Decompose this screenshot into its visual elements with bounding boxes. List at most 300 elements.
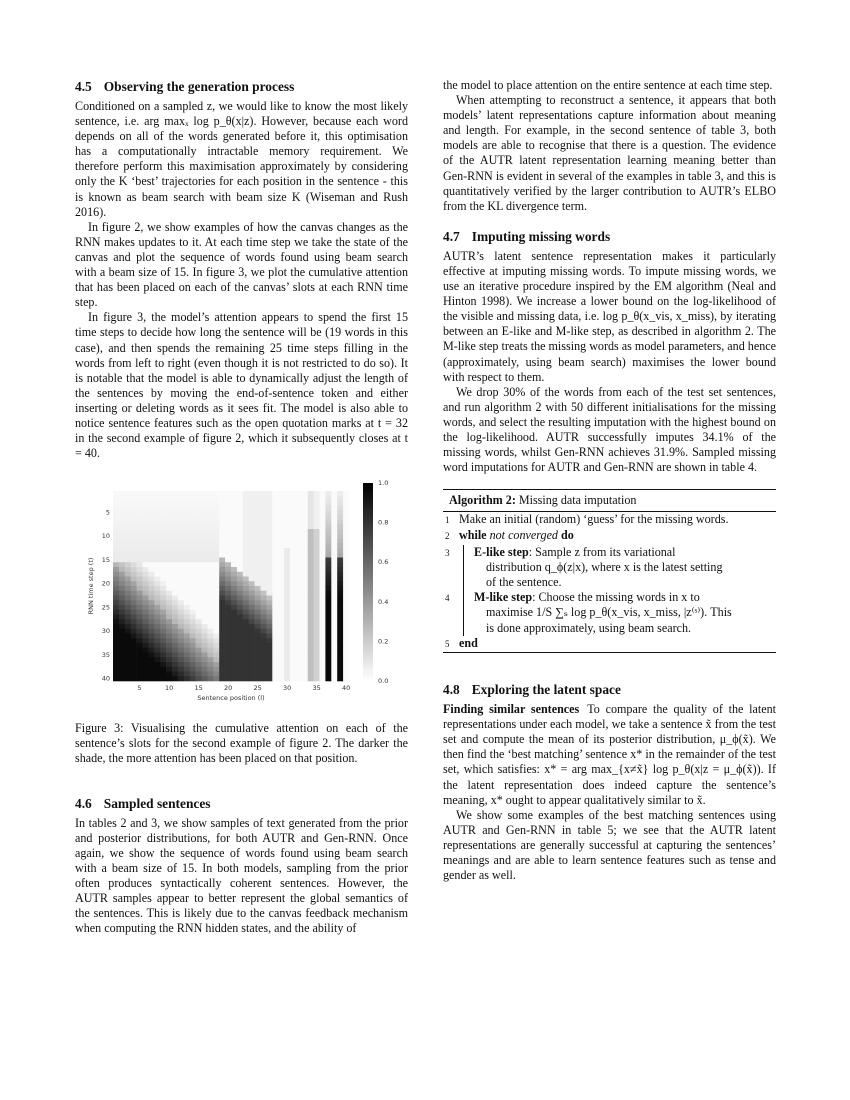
x-tick-label: 40 xyxy=(341,684,351,693)
heatmap-cell xyxy=(196,643,202,648)
heatmap-cell xyxy=(308,677,314,682)
heatmap-cell xyxy=(325,520,331,525)
heatmap-cell xyxy=(148,491,154,496)
heatmap-cell xyxy=(119,629,125,634)
heatmap-cell xyxy=(166,658,172,663)
heatmap-cell xyxy=(178,672,184,677)
heatmap-cell xyxy=(325,648,331,653)
heatmap-cell xyxy=(225,601,231,606)
heatmap-cell xyxy=(202,496,208,501)
heatmap-cell xyxy=(261,525,267,530)
heatmap-cell xyxy=(190,596,196,601)
heatmap-cell xyxy=(308,544,314,549)
heatmap-cell xyxy=(320,667,326,672)
heatmap-cell xyxy=(249,534,255,539)
heatmap-cell xyxy=(196,515,202,520)
heatmap-cell xyxy=(113,639,119,644)
heatmap-cell xyxy=(143,506,149,511)
heatmap-cell xyxy=(255,596,261,601)
heatmap-cell xyxy=(213,506,219,511)
heatmap-cell xyxy=(219,567,225,572)
heatmap-cell xyxy=(213,591,219,596)
heatmap-cell xyxy=(202,658,208,663)
heatmap-cell xyxy=(178,491,184,496)
heatmap-cell xyxy=(190,639,196,644)
heatmap-cell xyxy=(184,548,190,553)
heatmap-cell xyxy=(113,525,119,530)
heatmap-cell xyxy=(343,539,349,544)
heatmap-cell xyxy=(202,677,208,682)
heatmap-cell xyxy=(331,662,337,667)
heatmap-cell xyxy=(178,510,184,515)
heatmap-cell xyxy=(231,572,237,577)
heatmap-cell xyxy=(131,634,137,639)
heatmap-cell xyxy=(272,577,278,582)
heatmap-cell xyxy=(190,648,196,653)
heatmap-cell xyxy=(190,634,196,639)
heatmap-cell xyxy=(314,658,320,663)
heatmap-cell xyxy=(160,525,166,530)
heatmap-cell xyxy=(343,525,349,530)
heatmap-cell xyxy=(290,501,296,506)
heatmap-cell xyxy=(207,667,213,672)
heatmap-cell xyxy=(160,582,166,587)
heatmap-cell xyxy=(207,596,213,601)
heatmap-cell xyxy=(178,529,184,534)
heatmap-cell xyxy=(272,506,278,511)
heatmap-cell xyxy=(284,544,290,549)
heatmap-cell xyxy=(113,567,119,572)
heatmap-cell xyxy=(308,639,314,644)
heatmap-cell xyxy=(131,520,137,525)
heatmap-cell xyxy=(202,548,208,553)
heatmap-cell xyxy=(331,520,337,525)
algorithm-2-box xyxy=(443,489,776,653)
colorbar-tick-label: 0.4 xyxy=(378,598,389,607)
heatmap-cell xyxy=(325,529,331,534)
heatmap-cell xyxy=(219,672,225,677)
heatmap-cell xyxy=(125,572,131,577)
heatmap-cell xyxy=(184,544,190,549)
heatmap-cell xyxy=(219,553,225,558)
heatmap-cell xyxy=(343,496,349,501)
heatmap-cell xyxy=(213,544,219,549)
heatmap-cell xyxy=(190,591,196,596)
heatmap-cell xyxy=(302,615,308,620)
heatmap-cell xyxy=(320,648,326,653)
heatmap-cell xyxy=(331,496,337,501)
heatmap-cell xyxy=(331,525,337,530)
heatmap-cell xyxy=(178,658,184,663)
heatmap-cell xyxy=(296,510,302,515)
heatmap-cell xyxy=(119,648,125,653)
heatmap-cell xyxy=(331,624,337,629)
heatmap-cell xyxy=(113,653,119,658)
heatmap-cell xyxy=(296,572,302,577)
heatmap-cell xyxy=(160,567,166,572)
heatmap-cell xyxy=(113,553,119,558)
heatmap-cell xyxy=(154,605,160,610)
heatmap-cell xyxy=(284,525,290,530)
heatmap-cell xyxy=(272,496,278,501)
heatmap-cell xyxy=(249,572,255,577)
heatmap-cell xyxy=(255,629,261,634)
heatmap-cell xyxy=(343,648,349,653)
heatmap-cell xyxy=(219,520,225,525)
heatmap-cell xyxy=(337,610,343,615)
heatmap-cell xyxy=(113,586,119,591)
heatmap-cell xyxy=(290,639,296,644)
heatmap-cell xyxy=(196,620,202,625)
heatmap-cell xyxy=(196,567,202,572)
heatmap-cell xyxy=(261,506,267,511)
heatmap-cell xyxy=(243,662,249,667)
heatmap-cell xyxy=(213,658,219,663)
heatmap-cell xyxy=(184,596,190,601)
heatmap-cell xyxy=(119,534,125,539)
heatmap-cell xyxy=(154,544,160,549)
heatmap-cell xyxy=(231,643,237,648)
heatmap-cell xyxy=(343,620,349,625)
heatmap-cell xyxy=(320,544,326,549)
heatmap-cell xyxy=(225,667,231,672)
heatmap-cell xyxy=(243,624,249,629)
heatmap-cell xyxy=(137,591,143,596)
heatmap-cell xyxy=(196,510,202,515)
heatmap-cell xyxy=(314,639,320,644)
heatmap-cell xyxy=(261,577,267,582)
heatmap-cell xyxy=(184,510,190,515)
heatmap-cell xyxy=(272,605,278,610)
heatmap-cell xyxy=(131,662,137,667)
heatmap-cell xyxy=(160,658,166,663)
heatmap-cell xyxy=(261,491,267,496)
heatmap-cell xyxy=(137,610,143,615)
heatmap-cell xyxy=(202,615,208,620)
heatmap-cell xyxy=(320,629,326,634)
heatmap-cell xyxy=(225,567,231,572)
heatmap-cell xyxy=(178,506,184,511)
heatmap-cell xyxy=(166,667,172,672)
heatmap-cell xyxy=(219,610,225,615)
heatmap-cell xyxy=(231,506,237,511)
heatmap-cell xyxy=(231,567,237,572)
heatmap-cell xyxy=(343,515,349,520)
heatmap-cell xyxy=(190,553,196,558)
heatmap-cell xyxy=(154,677,160,682)
heatmap-cell xyxy=(237,491,243,496)
heatmap-cell xyxy=(219,544,225,549)
heatmap-cell xyxy=(343,506,349,511)
heatmap-cell xyxy=(249,501,255,506)
heatmap-cell xyxy=(190,520,196,525)
heatmap-cell xyxy=(143,491,149,496)
heatmap-cell xyxy=(207,677,213,682)
heatmap-cell xyxy=(249,624,255,629)
heatmap-cell xyxy=(284,506,290,511)
heatmap-cell xyxy=(225,553,231,558)
heatmap-cell xyxy=(143,496,149,501)
heatmap-cell xyxy=(172,662,178,667)
heatmap-cell xyxy=(249,658,255,663)
heatmap-cell xyxy=(278,643,284,648)
heatmap-cell xyxy=(219,510,225,515)
heatmap-cell xyxy=(225,620,231,625)
heatmap-cell xyxy=(290,544,296,549)
heatmap-cell xyxy=(308,520,314,525)
heatmap-cell xyxy=(290,577,296,582)
heatmap-cell xyxy=(243,672,249,677)
heatmap-cell xyxy=(154,629,160,634)
heatmap-cell xyxy=(325,601,331,606)
heatmap-cell xyxy=(296,605,302,610)
heatmap-cell xyxy=(207,539,213,544)
heatmap-cell xyxy=(172,548,178,553)
heatmap-cell xyxy=(237,648,243,653)
heatmap-cell xyxy=(219,653,225,658)
heatmap-cell xyxy=(172,496,178,501)
heatmap-cell xyxy=(219,525,225,530)
heatmap-cell xyxy=(113,539,119,544)
heatmap-cell xyxy=(131,667,137,672)
heatmap-cell xyxy=(272,653,278,658)
heatmap-cell xyxy=(160,534,166,539)
heatmap-cell xyxy=(131,510,137,515)
heatmap-cell xyxy=(255,605,261,610)
heatmap-cell xyxy=(154,662,160,667)
heatmap-cell xyxy=(148,639,154,644)
heatmap-cell xyxy=(172,658,178,663)
heatmap-cell xyxy=(231,501,237,506)
heatmap-cell xyxy=(272,634,278,639)
heatmap-cell xyxy=(137,629,143,634)
left-column xyxy=(75,78,408,936)
heatmap-cell xyxy=(237,582,243,587)
heatmap-cell xyxy=(237,658,243,663)
heatmap-cell xyxy=(320,572,326,577)
heatmap-cell xyxy=(343,582,349,587)
heatmap-cell xyxy=(284,624,290,629)
heatmap-cell xyxy=(225,539,231,544)
heatmap-cell xyxy=(337,496,343,501)
heatmap-cell xyxy=(231,629,237,634)
heatmap-cell xyxy=(202,563,208,568)
heatmap-cell xyxy=(314,672,320,677)
heatmap-cell xyxy=(213,534,219,539)
heatmap-cell xyxy=(343,634,349,639)
heatmap-cell xyxy=(190,515,196,520)
heatmap-cell xyxy=(178,629,184,634)
heatmap-cell xyxy=(231,610,237,615)
heatmap-cell xyxy=(337,634,343,639)
heatmap-cell xyxy=(190,525,196,530)
heatmap-cell xyxy=(113,534,119,539)
heatmap-cell xyxy=(343,529,349,534)
heatmap-cell xyxy=(143,629,149,634)
heatmap-cell xyxy=(154,548,160,553)
heatmap-cell xyxy=(125,553,131,558)
heatmap-cell xyxy=(266,662,272,667)
heatmap-cell xyxy=(137,596,143,601)
heatmap-cell xyxy=(166,491,172,496)
heatmap-cell xyxy=(249,601,255,606)
heatmap-cell xyxy=(302,624,308,629)
heatmap-cell xyxy=(255,601,261,606)
heatmap-cell xyxy=(213,548,219,553)
heatmap-cell xyxy=(302,586,308,591)
heatmap-cell xyxy=(178,677,184,682)
heatmap-cell xyxy=(172,577,178,582)
heatmap-cell xyxy=(237,601,243,606)
heatmap-cell xyxy=(160,544,166,549)
heatmap-cell xyxy=(207,615,213,620)
heatmap-cell xyxy=(137,548,143,553)
heatmap-cell xyxy=(190,529,196,534)
heatmap-cell xyxy=(213,601,219,606)
heatmap-cell xyxy=(207,672,213,677)
heatmap-cell xyxy=(131,643,137,648)
heatmap-cell xyxy=(148,643,154,648)
heatmap-cell xyxy=(213,643,219,648)
heatmap-cell xyxy=(266,491,272,496)
heatmap-cell xyxy=(148,577,154,582)
heatmap-cell xyxy=(261,610,267,615)
heatmap-cell xyxy=(343,520,349,525)
heatmap-cell xyxy=(243,558,249,563)
heatmap-cell xyxy=(325,629,331,634)
heatmap-cell xyxy=(125,634,131,639)
heatmap-cell xyxy=(325,672,331,677)
heatmap-cell xyxy=(272,501,278,506)
heatmap-cell xyxy=(320,610,326,615)
heatmap-cell xyxy=(278,639,284,644)
heatmap-cell xyxy=(207,501,213,506)
heatmap-cell xyxy=(308,515,314,520)
heatmap-cell xyxy=(178,515,184,520)
heatmap-cell xyxy=(302,629,308,634)
heatmap-cell xyxy=(302,639,308,644)
heatmap-cell xyxy=(119,525,125,530)
heatmap-cell xyxy=(178,643,184,648)
heatmap-cell xyxy=(331,582,337,587)
heatmap-cell xyxy=(314,515,320,520)
heatmap-cell xyxy=(225,610,231,615)
heatmap-cell xyxy=(172,506,178,511)
heatmap-cell xyxy=(278,515,284,520)
heatmap-cell xyxy=(184,677,190,682)
heatmap-cell xyxy=(290,615,296,620)
heatmap-cell xyxy=(143,667,149,672)
heatmap-cell xyxy=(337,643,343,648)
heatmap-cell xyxy=(137,577,143,582)
heatmap-cell xyxy=(160,515,166,520)
heatmap-cell xyxy=(284,643,290,648)
heatmap-cell xyxy=(202,534,208,539)
heatmap-cell xyxy=(261,601,267,606)
heatmap-cell xyxy=(160,572,166,577)
heatmap-cell xyxy=(266,534,272,539)
heatmap-cell xyxy=(113,662,119,667)
heatmap-cell xyxy=(284,553,290,558)
heatmap-cell xyxy=(337,515,343,520)
heatmap-cell xyxy=(243,520,249,525)
heatmap-cell xyxy=(225,582,231,587)
heatmap-cell xyxy=(261,615,267,620)
heatmap-cell xyxy=(184,525,190,530)
heatmap-cell xyxy=(202,558,208,563)
heatmap-cell xyxy=(119,529,125,534)
heatmap-cell xyxy=(207,510,213,515)
heatmap-cell xyxy=(113,501,119,506)
heatmap-cell xyxy=(249,591,255,596)
heatmap-cell xyxy=(202,567,208,572)
heatmap-cell xyxy=(190,610,196,615)
heatmap-cell xyxy=(143,662,149,667)
heatmap-cell xyxy=(190,658,196,663)
heatmap-cell xyxy=(160,553,166,558)
heatmap-cell xyxy=(278,601,284,606)
heatmap-cell xyxy=(243,591,249,596)
heatmap-cell xyxy=(143,572,149,577)
heatmap-cell xyxy=(190,615,196,620)
heatmap-cell xyxy=(284,491,290,496)
heatmap-cell xyxy=(272,586,278,591)
heatmap-cell xyxy=(284,639,290,644)
colorbar-tick-label: 0.0 xyxy=(378,677,389,686)
heatmap-cell xyxy=(261,677,267,682)
heatmap-cell xyxy=(343,643,349,648)
heatmap-cell xyxy=(113,510,119,515)
heatmap-cell xyxy=(243,563,249,568)
heatmap-cell xyxy=(261,653,267,658)
heatmap-cell xyxy=(314,544,320,549)
heatmap-cell xyxy=(178,653,184,658)
heatmap-cell xyxy=(184,658,190,663)
heatmap-cell xyxy=(184,539,190,544)
heatmap-cell xyxy=(331,558,337,563)
heatmap-cell xyxy=(219,582,225,587)
heatmap-cell xyxy=(266,615,272,620)
heatmap-cell xyxy=(202,596,208,601)
heatmap-cell xyxy=(196,572,202,577)
heatmap-cell xyxy=(154,558,160,563)
heatmap-cell xyxy=(231,653,237,658)
heatmap-cell xyxy=(166,653,172,658)
heatmap-cell xyxy=(343,553,349,558)
heatmap-cell xyxy=(343,567,349,572)
heatmap-cell xyxy=(231,667,237,672)
heatmap-cell xyxy=(137,567,143,572)
heatmap-cell xyxy=(154,572,160,577)
heatmap-cell xyxy=(143,553,149,558)
heatmap-cell xyxy=(137,534,143,539)
colorbar-tick-label: 0.2 xyxy=(378,637,389,646)
heatmap-cell xyxy=(255,620,261,625)
heatmap-cell xyxy=(261,620,267,625)
heatmap-cell xyxy=(119,672,125,677)
heatmap-cell xyxy=(202,601,208,606)
heatmap-cell xyxy=(331,658,337,663)
heatmap-cell xyxy=(284,510,290,515)
heatmap-cell xyxy=(160,520,166,525)
heatmap-cell xyxy=(325,658,331,663)
heatmap-cell xyxy=(272,672,278,677)
heatmap-cell xyxy=(207,520,213,525)
heatmap-cell xyxy=(225,658,231,663)
heatmap-cell xyxy=(196,534,202,539)
heatmap-cell xyxy=(178,591,184,596)
heatmap-cell xyxy=(272,620,278,625)
